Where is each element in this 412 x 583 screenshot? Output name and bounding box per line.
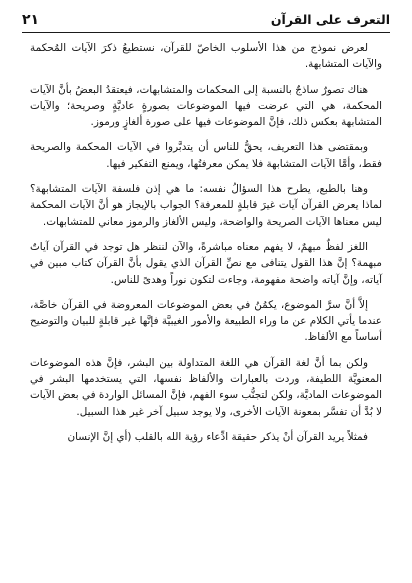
page-number: ٢١ xyxy=(22,12,40,28)
paragraph-7: ولكن بما أنَّ لغة القرآن هي اللغة المتداولة بين البشر، فإنَّ هذه الموضوعات المعنويَّة اللطيفة، وردت بالعبارات والألفاظ نفسها، التي يستخدمها البشر في الموضوعات الماديَّة، ولكن لتجنُّب سوء الفهم، فإنَّ المسائل الواردة في بعض الآيات لا بُدَّ أن تفسَّر بمعونة الآيات الأخرى، ولا يوجد سبيل آخر غير هذا السبيل. xyxy=(30,356,382,418)
paragraph-3: وبمقتضى هذا التعريف، يحقُّ للناس أن يتدبَّروا في الآيات المحكمة والصريحة فقط، وأمَّا الآيات المتشابهة فلا يمكن معرفتُها، ويمنع التفكير فيها. xyxy=(30,141,382,170)
page-header xyxy=(22,9,390,31)
body-text xyxy=(30,40,382,451)
paragraph-1: لعرض نموذج من هذا الأسلوب الخاصّ للقرآن، نستطيعُ ذكرَ الآيات المُحكمة والآيات المتشابهة. xyxy=(30,42,382,71)
paragraph-2: هناك تصورٌ ساذجٌ بالنسبة إلى المحكمات والمتشابهات، فيعتقدُ البعضُ بأنَّ الآيات المحكمة، هي التي عرضت فيها الموضوعات بصورةٍ عاديَّةٍ وصريحة؛ والآيات المتشابهة بعكس ذلك، فإنَّ الموضوعات فيها على صورة ألغازٍ ورموز. xyxy=(30,83,382,129)
paragraph-6: إلاَّ أنَّ سرَّ الموضوع، يكمُنُ في بعض الموضوعات المعروضة في القرآن خاصَّة، عندما يأتي الكلام عن ما وراء الطبيعة والأمور الغيبيَّة فإنَّها غير قابلةٍ للبيان والتوضيح أساساً مع الألفاظ. xyxy=(30,298,382,344)
paragraph-5: اللغز لفظٌ مبهمٌ، لا يفهم معناه مباشرةً، والآن لننظر هل توجد في القرآن آياتٌ مبهمة؟ إنَّ هذا القول يتنافى مع نصِّ القرآن الذي يقول بأنَّ القرآن كتاب مبين في آياته، وإنَّ آياته واضحة مفهومة، وجاءت لتكون نوراً وهدىً للناس. xyxy=(30,240,382,286)
paragraph-8: فمثلاً يريد القرآن أنْ يذكر حقيقة ادِّعاء رؤية الله بالقلب (أي إنَّ الإنسان xyxy=(67,430,368,443)
running-title: التعرف على القرآن xyxy=(270,11,390,27)
paragraph-4: وهنا بالطبع، يطرح هذا السؤالُ نفسه: ما هي إذن فلسفة الآيات المتشابهة؟ لماذا يعرض القرآن آيات غيرَ قابلةٍ للمعرفة؟ الجواب بالإيجاز هو أنَّ الآيات المحكمة ليس معناها الآيات الصريحة والواضحة، وليس الألغاز والرموز معاني للمتشابهات. xyxy=(30,183,382,228)
header-rule xyxy=(22,32,390,33)
